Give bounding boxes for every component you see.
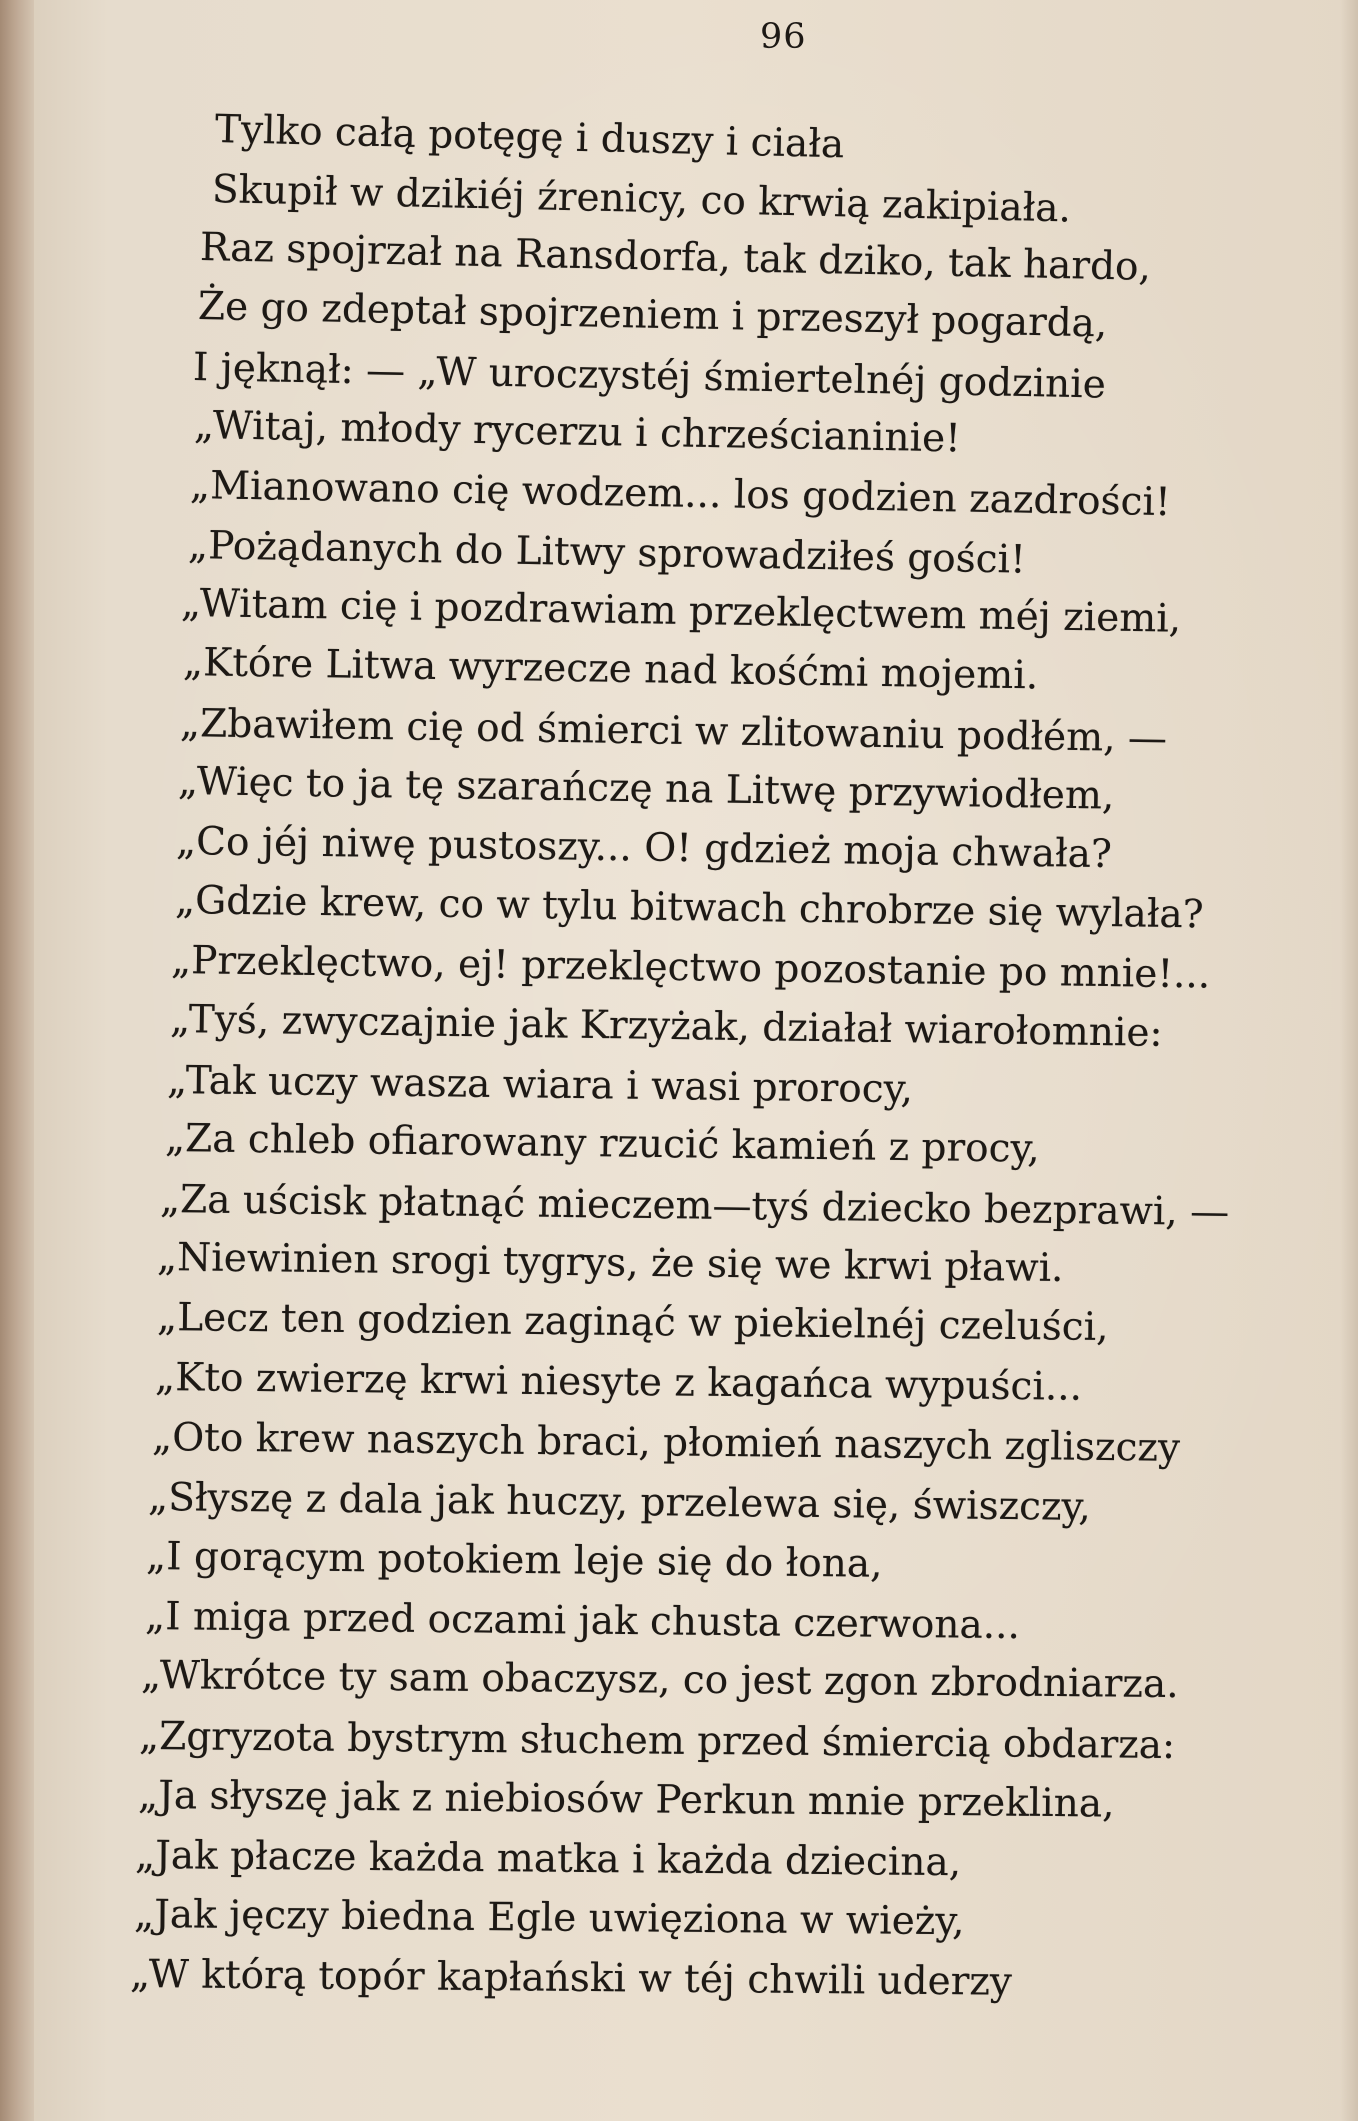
poem-line: „Przeklęctwo, ej! przeklęctwo pozostanie po mnie!... xyxy=(170,938,1211,998)
poem-line: „Tak uczy wasza wiara i wasi prorocy, xyxy=(166,1058,914,1113)
poem-line: „Więc to ja tę szarańczę na Litwę przywiodłem, xyxy=(177,759,1115,819)
poem-line: „Gdzie krew, co w tylu bitwach chrobrze się wylała? xyxy=(174,878,1204,938)
poem-line: „I gorącym potokiem leje się do łona, xyxy=(145,1534,883,1587)
poem-line: Skupił w dzikiéj źrenicy, co krwią zakipiała. xyxy=(211,167,1072,232)
poem-line: „Słyszę z dala jak huczy, przelewa się, świszczy, xyxy=(147,1475,1092,1530)
poem-line: Tylko całą potęgę i duszy i ciała xyxy=(214,107,845,168)
poem-line: „Za chleb ofiarowany rzucić kamień z procy, xyxy=(164,1116,1041,1172)
poem-line: Że go zdeptał spojrzeniem i przeszył pogardą, xyxy=(197,284,1108,347)
poem-line: „Jak jęczy biedna Egle uwięziona w wieży, xyxy=(133,1892,965,1945)
poem-line: I jęknął: — „W uroczystéj śmiertelnéj godzinie xyxy=(192,345,1107,408)
poem-line: „Witam cię i pozdrawiam przeklęctwem méj ziemi, xyxy=(180,581,1182,642)
poem-line: „Kto zwierzę krwi niesyte z kagańca wypuści... xyxy=(154,1355,1083,1410)
poem-line: „Tyś, zwyczajnie jak Krzyżak, działał wiarołomnie: xyxy=(169,997,1163,1056)
poem-line: „Wkrótce ty sam obaczysz, co jest zgon zbrodniarza. xyxy=(140,1653,1179,1708)
page-number: 96 xyxy=(760,17,807,57)
poem-line: „Co jéj niwę pustoszy... O! gdzież moja chwała? xyxy=(175,819,1113,878)
poem-line: „Mianowano cię wodzem... los godzien zazdrości! xyxy=(189,463,1171,526)
poem-line: „Jak płacze każda matka i każda dziecina, xyxy=(134,1833,962,1886)
poem-line: „Zbawiłem cię od śmierci w zlitowaniu podłém, — xyxy=(179,701,1168,762)
poem-line: „Oto krew naszych braci, płomień naszych zgliszczy xyxy=(151,1415,1181,1471)
poem-line: „W którą topór kapłański w téj chwili uderzy xyxy=(129,1952,1013,2005)
poem-line: „Niewinien srogi tygrys, że się we krwi pławi. xyxy=(156,1235,1064,1292)
poem-line: „Zgryzota bystrym słuchem przed śmiercią obdarza: xyxy=(138,1714,1176,1769)
poem-line: „Lecz ten godzien zaginąć w piekielnéj czeluści, xyxy=(156,1295,1109,1350)
poem-line: „Pożądanych do Litwy sprowadziłeś gości! xyxy=(187,523,1027,583)
poem-line: „Ja słyszę jak z niebiosów Perkun mnie przeklina, xyxy=(137,1773,1115,1827)
poem-line: „Witaj, młody rycerzu i chrześcianinie! xyxy=(193,403,962,462)
poem-line: „Za uścisk płatnąć mieczem—tyś dziecko bezprawi, — xyxy=(159,1177,1230,1236)
poem-line: „I miga przed oczami jak chusta czerwona... xyxy=(144,1594,1021,1649)
poem-line: Raz spojrzał na Ransdorfa, tak dziko, tak hardo, xyxy=(199,225,1152,290)
poem-line: „Które Litwa wyrzecze nad kośćmi mojemi. xyxy=(182,640,1039,699)
